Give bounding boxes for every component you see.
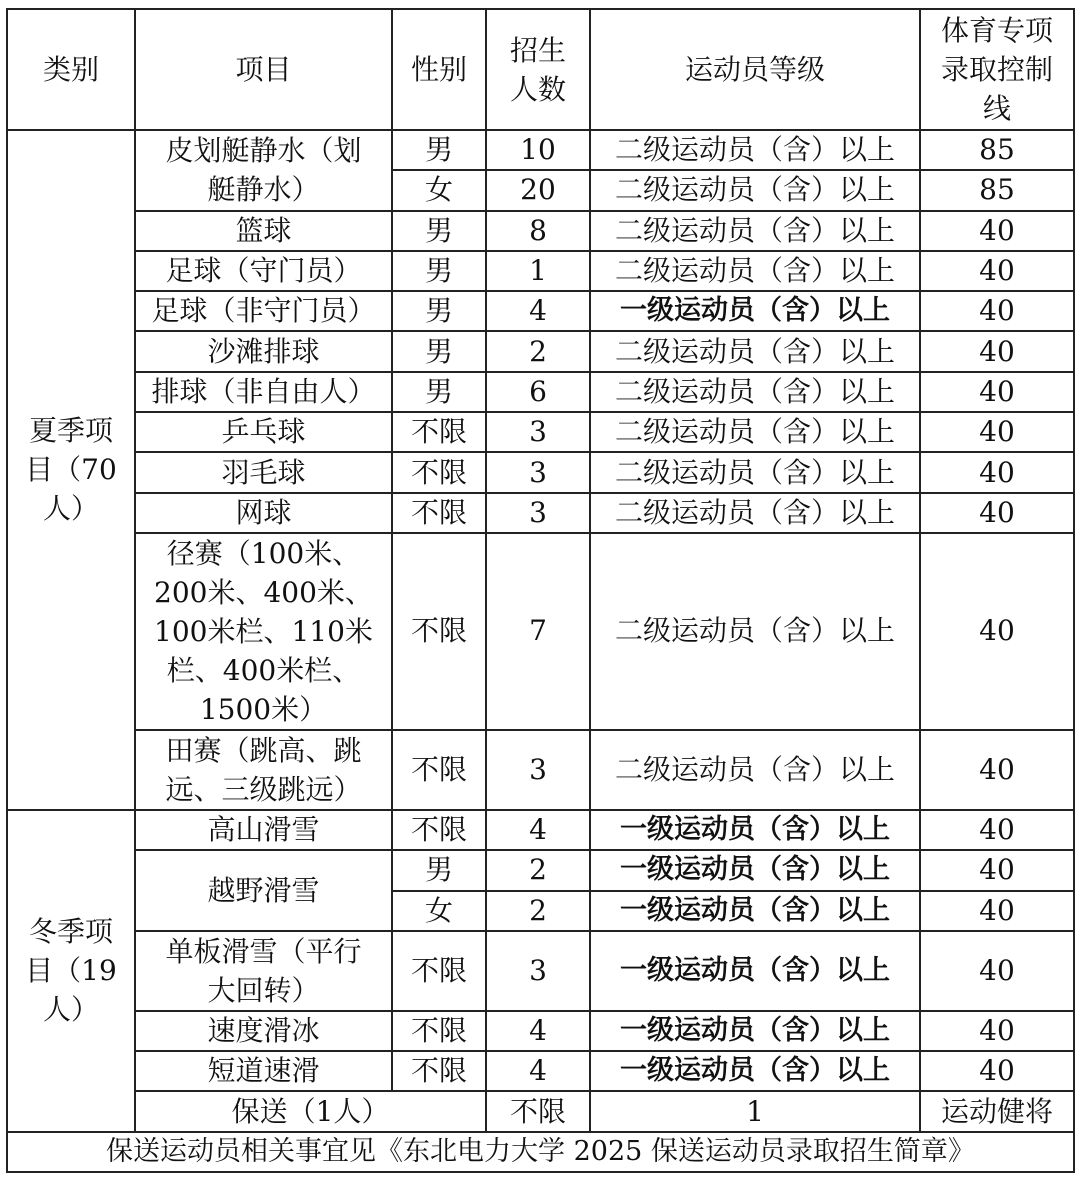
gender-cell: 不限	[392, 412, 486, 452]
level-cell: 一级运动员（含）以上	[590, 931, 920, 1011]
quota-cell: 3	[486, 452, 590, 492]
item-cell: 越野滑雪	[135, 850, 392, 931]
item-cell: 足球（守门员）	[135, 251, 392, 291]
table-row	[7, 211, 1074, 251]
gender-cell: 男	[392, 291, 486, 331]
table-row	[7, 1011, 1074, 1051]
quota-cell: 3	[486, 412, 590, 452]
quota-cell: 3	[486, 730, 590, 810]
recommend-gender: 不限	[486, 1091, 590, 1131]
gender-cell: 女	[392, 891, 486, 931]
gender-cell: 男	[392, 850, 486, 890]
quota-cell: 1	[486, 251, 590, 291]
header-category: 类别	[7, 9, 135, 130]
gender-cell: 不限	[392, 931, 486, 1011]
footer-row	[7, 1132, 1074, 1172]
level-cell: 二级运动员（含）以上	[590, 211, 920, 251]
quota-cell: 4	[486, 810, 590, 850]
recommend-row	[7, 1091, 1074, 1131]
header-quota: 招生人数	[486, 9, 590, 130]
cutoff-cell: 85	[920, 130, 1074, 170]
header-level: 运动员等级	[590, 9, 920, 130]
gender-cell: 不限	[392, 1051, 486, 1091]
table-row	[7, 533, 1074, 730]
sports-admission-table	[6, 8, 1075, 1173]
quota-cell: 2	[486, 331, 590, 371]
item-cell: 排球（非自由人）	[135, 372, 392, 412]
gender-cell: 不限	[392, 810, 486, 850]
quota-cell: 6	[486, 372, 590, 412]
cutoff-cell: 40	[920, 291, 1074, 331]
cutoff-cell: 40	[920, 372, 1074, 412]
item-cell: 高山滑雪	[135, 810, 392, 850]
item-cell: 皮划艇静水（划艇静水）	[135, 130, 392, 211]
table-row	[7, 850, 1074, 890]
header-row	[7, 9, 1074, 130]
quota-cell: 3	[486, 493, 590, 533]
header-gender: 性别	[392, 9, 486, 130]
quota-cell: 2	[486, 850, 590, 890]
header-cutoff: 体育专项录取控制线	[920, 9, 1074, 130]
cutoff-cell: 40	[920, 493, 1074, 533]
gender-cell: 男	[392, 251, 486, 291]
quota-cell: 4	[486, 291, 590, 331]
item-cell: 速度滑冰	[135, 1011, 392, 1051]
quota-cell: 7	[486, 533, 590, 730]
level-cell: 二级运动员（含）以上	[590, 730, 920, 810]
item-cell: 田赛（跳高、跳远、三级跳远）	[135, 730, 392, 810]
quota-cell: 10	[486, 130, 590, 170]
gender-cell: 不限	[392, 730, 486, 810]
table-row	[7, 452, 1074, 492]
table-row	[7, 412, 1074, 452]
table-row	[7, 1051, 1074, 1091]
cutoff-cell: 85	[920, 170, 1074, 210]
item-cell: 单板滑雪（平行大回转）	[135, 931, 392, 1011]
cutoff-cell: 40	[920, 251, 1074, 291]
cutoff-cell: 40	[920, 412, 1074, 452]
item-cell: 短道速滑	[135, 1051, 392, 1091]
quota-cell: 4	[486, 1011, 590, 1051]
level-cell: 一级运动员（含）以上	[590, 810, 920, 850]
cutoff-cell: 40	[920, 931, 1074, 1011]
level-cell: 一级运动员（含）以上	[590, 1011, 920, 1051]
cutoff-cell: 40	[920, 331, 1074, 371]
cutoff-cell: 40	[920, 452, 1074, 492]
level-cell: 二级运动员（含）以上	[590, 372, 920, 412]
cutoff-cell: 40	[920, 1011, 1074, 1051]
footer-note: 保送运动员相关事宜见《东北电力大学 2025 保送运动员录取招生简章》	[7, 1132, 1074, 1172]
table-row	[7, 291, 1074, 331]
item-cell: 径赛（100米、200米、400米、100米栏、110米栏、400米栏、1500米）	[135, 533, 392, 730]
level-cell: 二级运动员（含）以上	[590, 452, 920, 492]
gender-cell: 男	[392, 130, 486, 170]
table-row	[7, 331, 1074, 371]
table-row	[7, 931, 1074, 1011]
level-cell: 一级运动员（含）以上	[590, 850, 920, 890]
gender-cell: 男	[392, 372, 486, 412]
admission-table-wrapper	[6, 8, 1075, 1173]
table-row	[7, 810, 1074, 850]
table-row	[7, 730, 1074, 810]
level-cell: 二级运动员（含）以上	[590, 493, 920, 533]
table-row	[7, 130, 1074, 170]
gender-cell: 男	[392, 331, 486, 371]
level-cell: 二级运动员（含）以上	[590, 130, 920, 170]
level-cell: 一级运动员（含）以上	[590, 291, 920, 331]
item-cell: 沙滩排球	[135, 331, 392, 371]
recommend-label: 保送（1人）	[135, 1091, 486, 1131]
cutoff-cell: 40	[920, 810, 1074, 850]
cutoff-cell: 40	[920, 533, 1074, 730]
item-cell: 足球（非守门员）	[135, 291, 392, 331]
recommend-level: 运动健将	[920, 1091, 1074, 1131]
gender-cell: 女	[392, 170, 486, 210]
cutoff-cell: 40	[920, 730, 1074, 810]
level-cell: 二级运动员（含）以上	[590, 251, 920, 291]
gender-cell: 不限	[392, 493, 486, 533]
level-cell: 二级运动员（含）以上	[590, 533, 920, 730]
gender-cell: 不限	[392, 533, 486, 730]
quota-cell: 3	[486, 931, 590, 1011]
level-cell: 二级运动员（含）以上	[590, 170, 920, 210]
item-cell: 乒乓球	[135, 412, 392, 452]
table-row	[7, 251, 1074, 291]
table-row	[7, 372, 1074, 412]
winter-category-cell: 冬季项目（19人）	[7, 810, 135, 1132]
quota-cell: 8	[486, 211, 590, 251]
gender-cell: 男	[392, 211, 486, 251]
gender-cell: 不限	[392, 452, 486, 492]
level-cell: 二级运动员（含）以上	[590, 412, 920, 452]
cutoff-cell: 40	[920, 1051, 1074, 1091]
item-cell: 羽毛球	[135, 452, 392, 492]
level-cell: 一级运动员（含）以上	[590, 891, 920, 931]
level-cell: 一级运动员（含）以上	[590, 1051, 920, 1091]
cutoff-cell: 40	[920, 850, 1074, 890]
cutoff-cell: 40	[920, 891, 1074, 931]
item-cell: 篮球	[135, 211, 392, 251]
cutoff-cell: 40	[920, 211, 1074, 251]
summer-category-cell: 夏季项目（70人）	[7, 130, 135, 810]
level-cell: 二级运动员（含）以上	[590, 331, 920, 371]
recommend-quota: 1	[590, 1091, 920, 1131]
gender-cell: 不限	[392, 1011, 486, 1051]
table-row	[7, 493, 1074, 533]
item-cell: 网球	[135, 493, 392, 533]
quota-cell: 4	[486, 1051, 590, 1091]
header-item: 项目	[135, 9, 392, 130]
quota-cell: 20	[486, 170, 590, 210]
quota-cell: 2	[486, 891, 590, 931]
